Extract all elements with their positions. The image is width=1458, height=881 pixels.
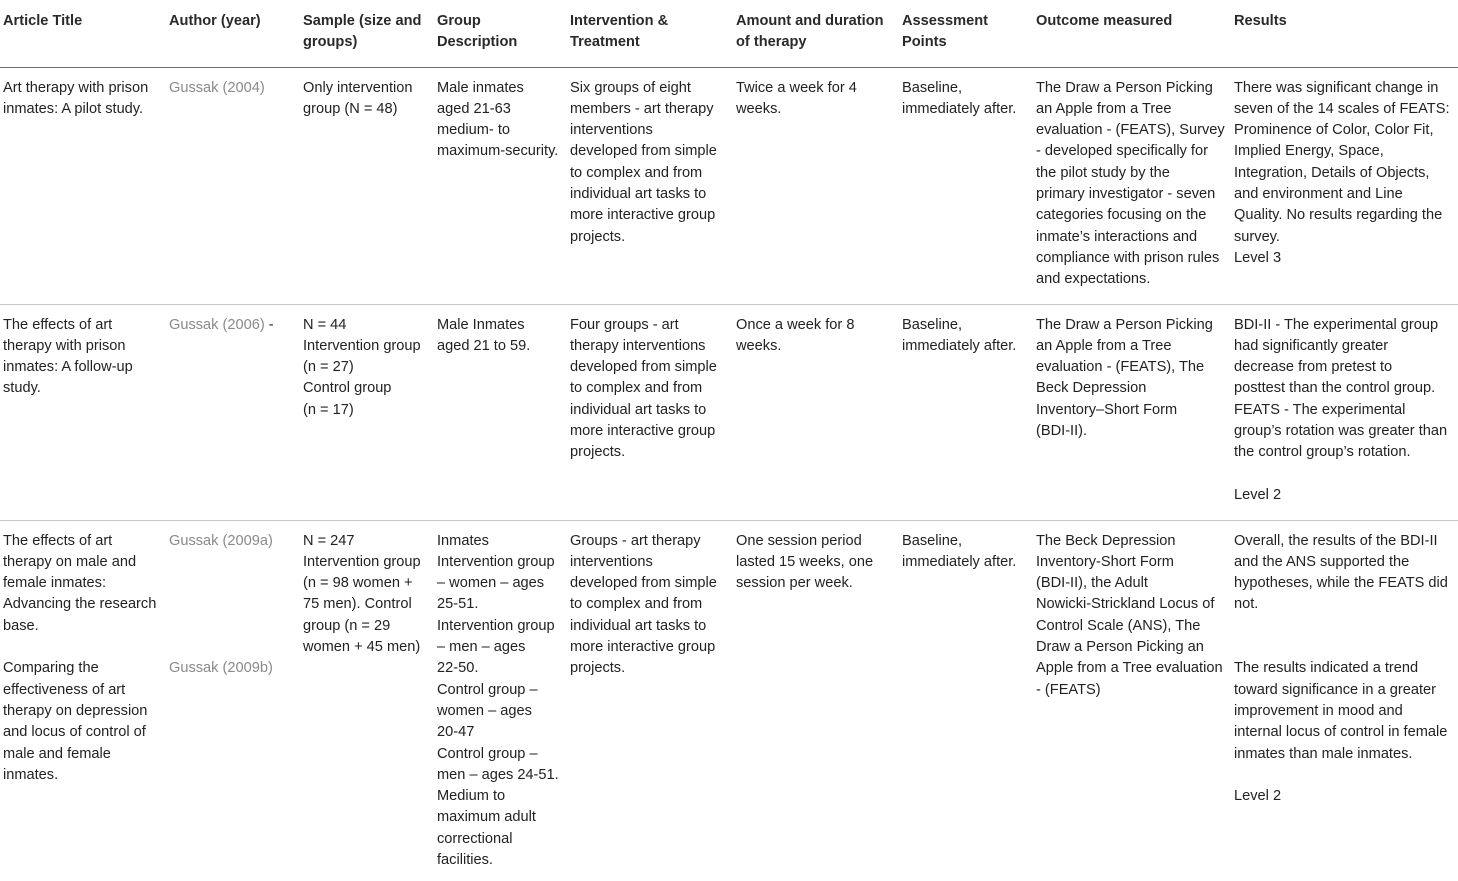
text-line: Baseline, [902, 532, 963, 549]
text-line: more interactive group [570, 423, 716, 440]
text-line: One session period [736, 532, 862, 549]
text-line: Art therapy with prison [3, 79, 149, 96]
text-line: 22-50. [437, 660, 479, 677]
article-title-cell [0, 68, 166, 304]
text-line: maximum-security. [437, 143, 559, 160]
text-line: Male Inmates [437, 316, 525, 333]
text-line: and locus of control of [3, 724, 146, 741]
text-line: Overall, the results of the BDI-II [1234, 532, 1438, 549]
text-line: groups) [303, 34, 358, 51]
text-line: Amount and duration [736, 13, 884, 29]
amount-duration-cell [733, 305, 899, 520]
header-article-title [0, 0, 166, 67]
table-header-row [0, 0, 1458, 68]
text-line: - (FEATS) [1036, 681, 1101, 698]
text-line: Draw a Person Picking an [1036, 639, 1204, 656]
text-line: (n = 27) [303, 359, 354, 376]
text-line: inmate’s interactions and [1036, 228, 1198, 245]
text-line: female inmates: [3, 575, 107, 592]
text-line: internal locus of control in female [1234, 724, 1448, 741]
results-text-b [1234, 658, 1456, 764]
header-author-year [166, 0, 300, 67]
assessment-points-cell [899, 305, 1033, 520]
text-line: projects. [570, 444, 626, 461]
text-line: Comparing the [3, 660, 99, 677]
text-line: maximum adult [437, 809, 536, 826]
text-line: developed from simple [570, 143, 717, 160]
text-line: The Beck Depression [1036, 532, 1176, 549]
text-line: Intervention group [303, 553, 421, 570]
text-line: 20-47 [437, 724, 475, 741]
text-line: Only intervention [303, 79, 413, 96]
group-description-cell [434, 305, 567, 520]
author-link[interactable]: Gussak (2006) [169, 316, 265, 333]
article-title-cell [0, 305, 166, 520]
text-line: developed from simple [570, 575, 717, 592]
text-line: more interactive group [570, 207, 716, 224]
text-line: therapy on depression [3, 702, 148, 719]
results-cell [1231, 305, 1458, 520]
text-line: immediately after. [902, 337, 1017, 354]
amount-duration-cell [733, 521, 899, 881]
text-line: Outcome measured [1036, 13, 1173, 29]
author-suffix: - [264, 316, 274, 333]
author-cell [166, 521, 300, 881]
text-line: The Draw a Person Picking [1036, 316, 1213, 333]
text-line: survey. [1234, 228, 1280, 245]
text-line: Beck Depression [1036, 380, 1147, 397]
text-line: women – ages [437, 702, 532, 719]
text-line: Male inmates [437, 79, 524, 96]
results-cell [1231, 521, 1458, 881]
text-line: immediately after. [902, 100, 1017, 117]
text-line: N = 247 [303, 532, 355, 549]
text-line: male and female [3, 745, 111, 762]
text-line: Advancing the research [3, 596, 157, 613]
text-line: and the ANS supported the [1234, 553, 1410, 570]
text-line: had significantly greater [1234, 337, 1389, 354]
text-line: individual art tasks to [570, 186, 707, 203]
group-description-cell [434, 521, 567, 881]
text-line: inmates. [3, 766, 59, 783]
text-line: (n = 17) [303, 401, 354, 418]
amount-duration-cell [733, 68, 899, 304]
text-line: therapy with prison [3, 337, 126, 354]
text-line: Once a week for 8 [736, 316, 855, 333]
text-line: - developed specifically for [1036, 143, 1208, 160]
results-text [1234, 78, 1456, 248]
text-line: inmates: A pilot study. [3, 100, 144, 117]
text-line: an Apple from a Tree [1036, 100, 1172, 117]
text-line: (n = 98 women + [303, 575, 413, 592]
text-line: posttest than the control group. [1234, 380, 1436, 397]
text-line: 25-51. [437, 596, 479, 613]
text-line: inmates than male inmates. [1234, 745, 1413, 762]
text-line: Author (year) [169, 13, 261, 29]
text-line: improvement in mood and [1234, 702, 1403, 719]
text-line: to complex and from [570, 164, 703, 181]
assessment-points-cell [899, 68, 1033, 304]
text-line: base. [3, 617, 39, 634]
article-title-cell [0, 521, 166, 881]
author-link[interactable]: Gussak (2009a) [169, 532, 273, 549]
text-line: Prominence of Color, Color Fit, [1234, 122, 1434, 139]
text-line: Integration, Details of Objects, [1234, 164, 1430, 181]
text-line: immediately after. [902, 553, 1017, 570]
intervention-cell [567, 305, 733, 520]
text-line: facilities. [437, 852, 493, 869]
table-row [0, 68, 1458, 305]
text-line: decrease from pretest to [1234, 359, 1393, 376]
header-outcome-measured [1033, 0, 1231, 67]
text-line: therapy on male and [3, 553, 137, 570]
text-line: the pilot study by the [1036, 164, 1170, 181]
text-line: study. [3, 380, 41, 397]
text-line: (BDI-II). [1036, 423, 1088, 440]
text-line: to complex and from [570, 596, 703, 613]
outcome-measured-cell [1033, 305, 1231, 520]
text-line: women + 45 men) [303, 639, 421, 656]
text-line: Intervention group [303, 337, 421, 354]
table-row [0, 521, 1458, 881]
text-line: and environment and Line [1234, 186, 1403, 203]
text-line: Results [1234, 13, 1287, 29]
text-line: BDI-II - The experimental group [1234, 316, 1439, 333]
text-line: Assessment [902, 13, 988, 29]
evidence-level: Level 2 [1234, 486, 1282, 503]
text-line: and expectations. [1036, 271, 1151, 288]
table-row [0, 305, 1458, 521]
text-line: Inmates [437, 532, 489, 549]
text-line: not. [1234, 596, 1259, 613]
text-line: group (N = 48) [303, 100, 398, 117]
header-intervention [567, 0, 733, 67]
text-line: inmates: A follow-up [3, 359, 133, 376]
header-assessment-points [899, 0, 1033, 67]
text-line: Implied Energy, Space, [1234, 143, 1384, 160]
text-line: There was significant change in [1234, 79, 1439, 96]
text-line: developed from simple [570, 359, 717, 376]
text-line: Twice a week for 4 [736, 79, 857, 96]
text-line: primary investigator - seven [1036, 186, 1216, 203]
text-line: The effects of art [3, 532, 113, 549]
outcome-measured-cell [1033, 68, 1231, 304]
text-line: projects. [570, 660, 626, 677]
text-line: Nowicki-Strickland Locus of [1036, 596, 1215, 613]
text-line: an Apple from a Tree [1036, 337, 1172, 354]
text-line: Inventory–Short Form [1036, 401, 1178, 418]
text-line: 75 men). Control [303, 596, 412, 613]
text-line: Points [902, 34, 947, 51]
text-line: members - art therapy [570, 100, 714, 117]
text-line: more interactive group [570, 639, 716, 656]
text-line: Apple from a Tree evaluation [1036, 660, 1223, 677]
text-line: Baseline, [902, 79, 963, 96]
text-line: FEATS - The experimental [1234, 401, 1406, 418]
text-line: Sample (size and [303, 13, 422, 29]
text-line: correctional [437, 830, 513, 847]
text-line: aged 21 to 59. [437, 337, 531, 354]
text-line: men – ages 24-51. [437, 766, 559, 783]
article-title-b [3, 658, 164, 786]
results-text-a [1234, 531, 1456, 616]
article-title-a [3, 531, 164, 637]
text-line: Group [437, 13, 481, 29]
text-line: weeks. [736, 337, 782, 354]
header-sample [300, 0, 434, 67]
text-line: aged 21-63 [437, 100, 511, 117]
sample-cell [300, 305, 434, 520]
text-line: of therapy [736, 34, 807, 51]
text-line: interventions [570, 553, 653, 570]
text-line: N = 44 [303, 316, 347, 333]
assessment-points-cell [899, 521, 1033, 881]
header-amount-duration [733, 0, 899, 67]
text-line: individual art tasks to [570, 617, 707, 634]
author-link[interactable]: Gussak (2004) [169, 79, 265, 96]
text-line: Control group – [437, 681, 538, 698]
text-line: Control group [303, 380, 392, 397]
evidence-level: Level 3 [1234, 249, 1282, 266]
text-line: Article Title [3, 13, 83, 29]
text-line: hypotheses, while the FEATS did [1234, 575, 1448, 592]
header-results [1231, 0, 1458, 67]
text-line: categories focusing on the [1036, 207, 1207, 224]
text-line: The Draw a Person Picking [1036, 79, 1213, 96]
text-line: Groups - art therapy [570, 532, 701, 549]
text-line: the control group’s rotation. [1234, 444, 1411, 461]
text-line: Inventory-Short Form [1036, 553, 1174, 570]
evidence-level: Level 2 [1234, 788, 1282, 805]
author-cell [166, 305, 300, 520]
group-description-cell [434, 68, 567, 304]
text-line: evaluation - (FEATS), The [1036, 359, 1205, 376]
text-line: individual art tasks to [570, 401, 707, 418]
text-line: – women – ages [437, 575, 545, 592]
text-line: to complex and from [570, 380, 703, 397]
text-line: group (n = 29 [303, 617, 391, 634]
text-line: therapy interventions [570, 337, 706, 354]
text-line: weeks. [736, 100, 782, 117]
text-line: session per week. [736, 575, 853, 592]
text-line: evaluation - (FEATS), Survey [1036, 122, 1225, 139]
text-line: Baseline, [902, 316, 963, 333]
text-line: Treatment [570, 34, 640, 51]
text-line: Six groups of eight [570, 79, 691, 96]
author-link[interactable]: Gussak (2009b) [169, 660, 273, 677]
text-line: projects. [570, 228, 626, 245]
text-line: effectiveness of art [3, 681, 126, 698]
text-line: The effects of art [3, 316, 113, 333]
text-line: Control Scale (ANS), The [1036, 617, 1201, 634]
text-line: interventions [570, 122, 653, 139]
outcome-measured-cell [1033, 521, 1231, 881]
text-line: Quality. No results regarding the [1234, 207, 1443, 224]
sample-cell [300, 521, 434, 881]
text-line: toward significance in a greater [1234, 681, 1436, 698]
text-line: Medium to [437, 788, 506, 805]
results-text [1234, 315, 1456, 464]
text-line: (BDI-II), the Adult [1036, 575, 1148, 592]
text-line: The results indicated a trend [1234, 660, 1419, 677]
text-line: group’s rotation was greater than [1234, 423, 1448, 440]
text-line: seven of the 14 scales of FEATS: [1234, 100, 1450, 117]
sample-cell [300, 68, 434, 304]
text-line: Four groups - art [570, 316, 679, 333]
text-line: lasted 15 weeks, one [736, 553, 874, 570]
text-line: Intervention group [437, 617, 555, 634]
text-line: Intervention & [570, 13, 669, 29]
text-line: – men – ages [437, 639, 526, 656]
header-group-description [434, 0, 567, 67]
intervention-cell [567, 68, 733, 304]
text-line: compliance with prison rules [1036, 249, 1220, 266]
results-cell [1231, 68, 1458, 304]
text-line: Control group – [437, 745, 538, 762]
text-line: Intervention group [437, 553, 555, 570]
intervention-cell [567, 521, 733, 881]
text-line: Description [437, 34, 518, 51]
author-cell [166, 68, 300, 304]
text-line: medium- to [437, 122, 510, 139]
